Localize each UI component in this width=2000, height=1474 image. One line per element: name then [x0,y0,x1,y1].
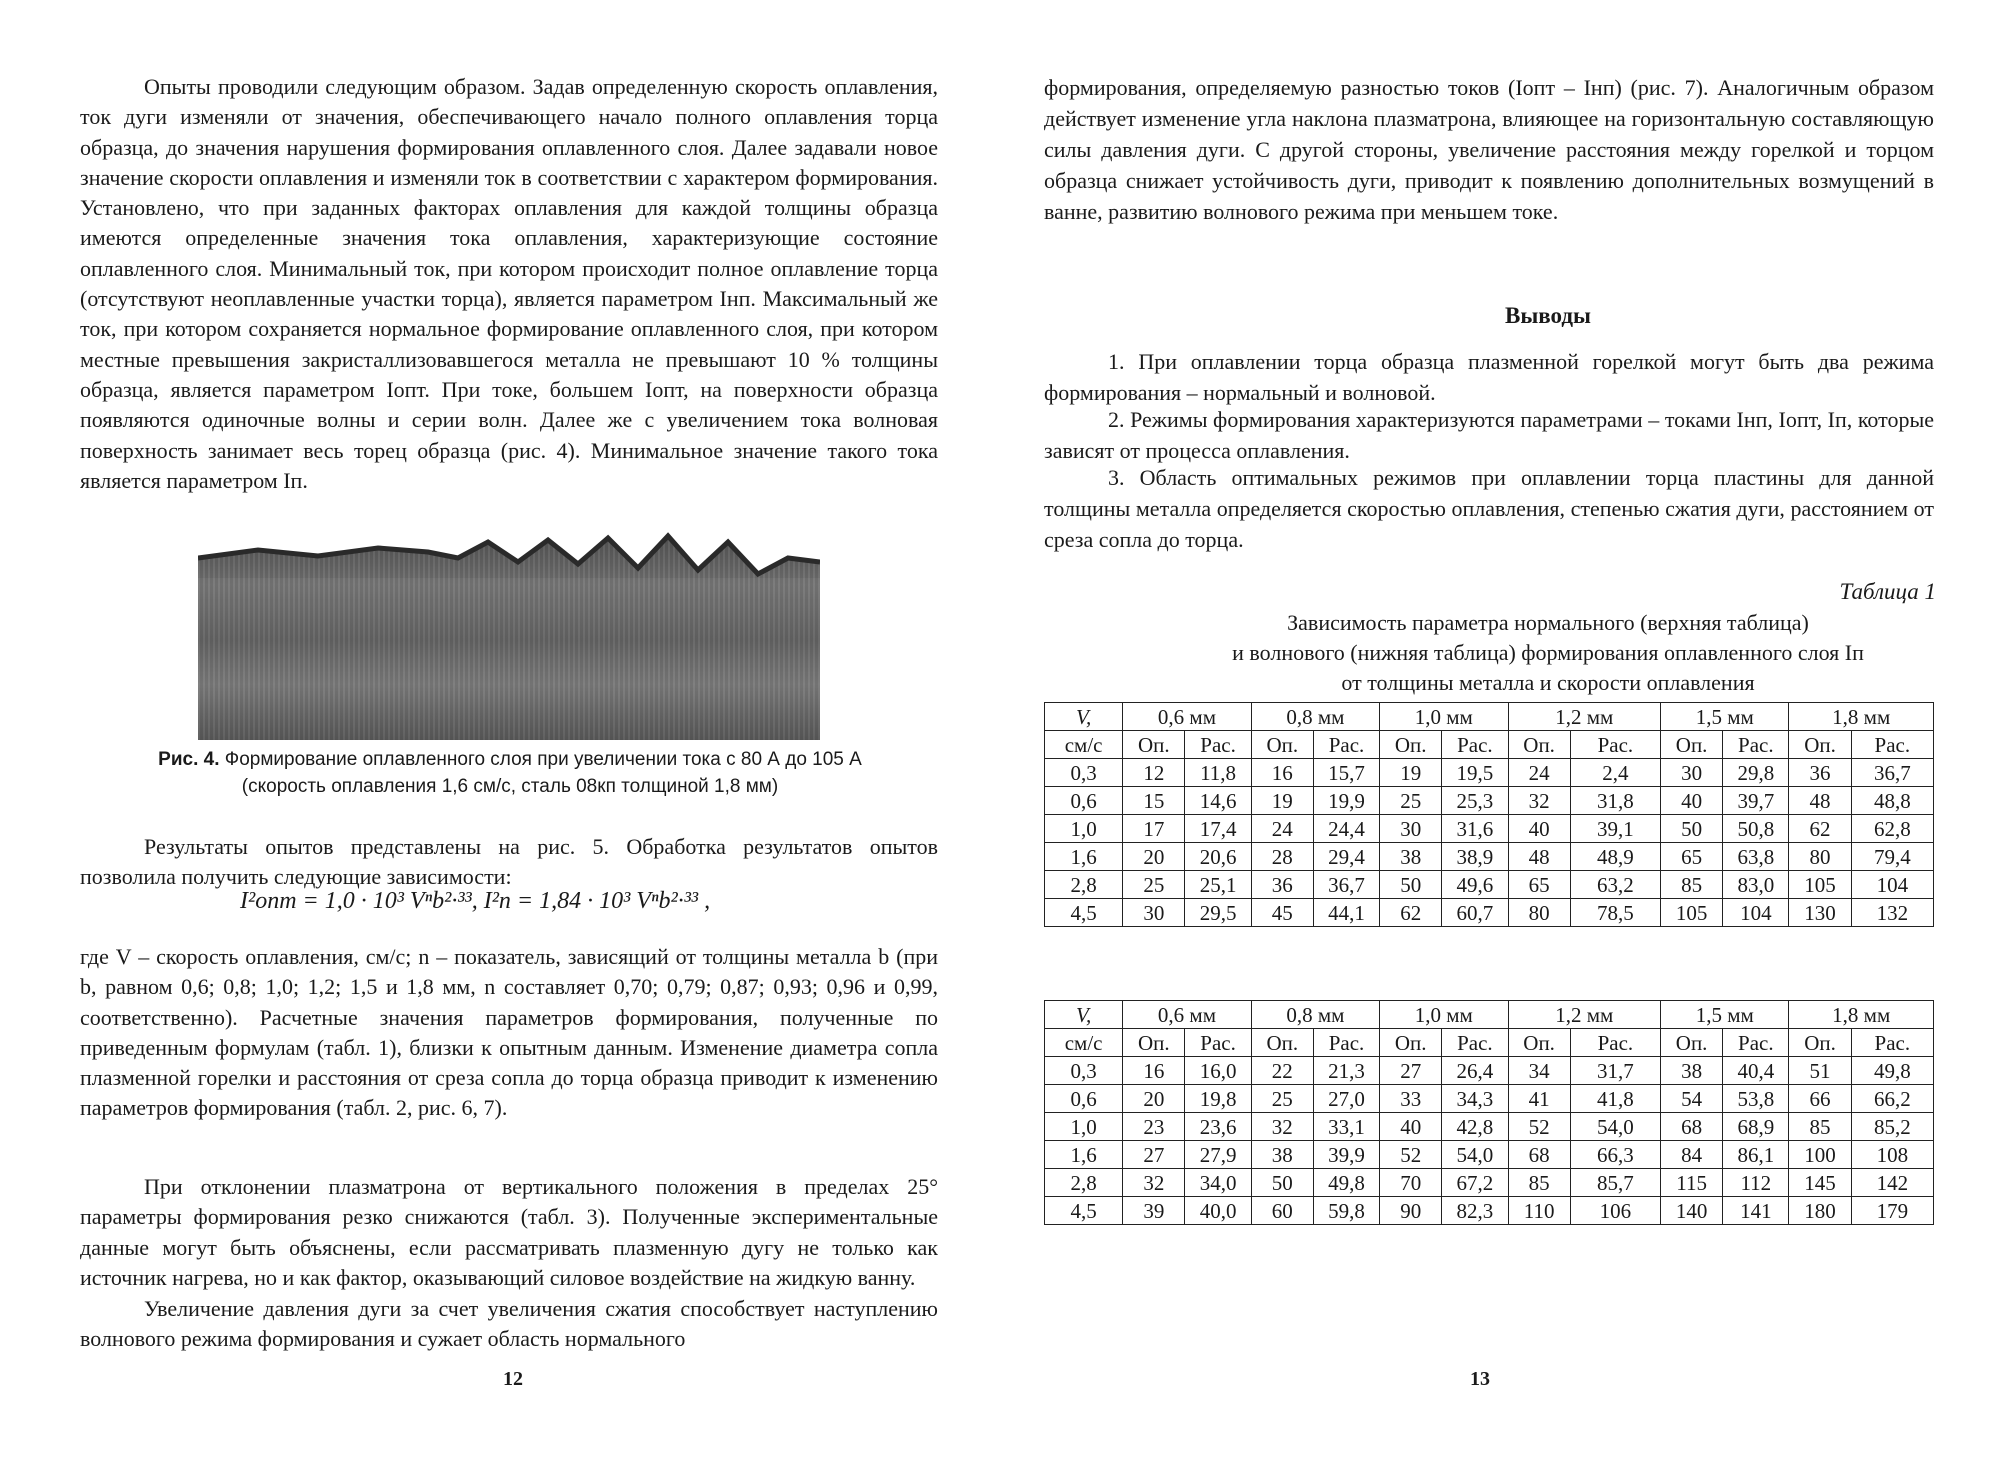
table-cell: 85 [1789,1113,1851,1141]
header-v: V, [1045,1001,1123,1029]
table-row [1045,787,1934,815]
table-cell: 51 [1789,1057,1851,1085]
table-cell: 62 [1380,899,1442,927]
table-cell: 105 [1661,899,1723,927]
table-cell: 29,5 [1185,899,1251,927]
table-cell: 28 [1251,843,1313,871]
table-cell: 36 [1251,871,1313,899]
table-title-line-2: и волнового (нижняя таблица) формирования оплавленного слоя Iп [1232,640,1864,665]
table-cell: 86,1 [1723,1141,1789,1169]
section-heading-conclusions: Выводы [1505,303,1591,328]
table-cell: 20 [1123,843,1185,871]
table-cell: 16 [1251,759,1313,787]
table-cell: 27 [1380,1057,1442,1085]
table-cell: 39,1 [1570,815,1660,843]
table-cell: 108 [1851,1141,1933,1169]
table-cell: 80 [1508,899,1570,927]
table-cell-speed: 4,5 [1045,899,1123,927]
table-cell: 180 [1789,1197,1851,1225]
table-cell: 31,7 [1570,1057,1660,1085]
table-cell: 24 [1251,815,1313,843]
table-cell: 59,8 [1313,1197,1379,1225]
table-cell-speed: 2,8 [1045,1169,1123,1197]
header-thickness: 0,6 мм [1123,1001,1251,1029]
table-row [1045,1057,1934,1085]
table-cell-speed: 0,6 [1045,787,1123,815]
table-cell: 85,2 [1851,1113,1933,1141]
header-ras: Рас. [1185,1029,1251,1057]
table-cell: 24 [1508,759,1570,787]
header-op: Оп. [1123,1029,1185,1057]
table-cell: 53,8 [1723,1085,1789,1113]
table-cell: 62 [1789,815,1851,843]
table-cell: 31,6 [1442,815,1508,843]
table-cell: 33,1 [1313,1113,1379,1141]
table-row [1045,1141,1934,1169]
right-page [1000,0,2000,1474]
figure-4-caption-text: Формирование оплавленного слоя при увеличении тока с 80 А до 105 А [224,749,862,770]
table-cell: 22 [1251,1057,1313,1085]
table-cell: 68 [1508,1141,1570,1169]
paragraph-definitions: где V – скорость оплавления, см/с; n – показатель, зависящий от толщины металла b (при b, равном 0,6; 0,8; 1,0; 1,2; 1,5 и 1,8 мм, n составляет 0,70; 0,79; 0,87; 0,93; 0,96 и 0,99, соответственно). Расчетные значения параметров формирования, полученные по приведенным формулам (табл. 1), близки к опытным данным. Изменение диаметра сопла плазменной горелки и расстояния от среза сопла до торца образца приводит к изменению параметров формирования (табл. 2, рис. 6, 7). [80,944,938,1121]
table-cell: 40,0 [1185,1197,1251,1225]
figure-4-caption-sub: (скорость оплавления 1,6 см/с, сталь 08кп толщиной 1,8 мм) [241,776,779,797]
table-cell: 15,7 [1313,759,1379,787]
table-cell: 32 [1508,787,1570,815]
table-cell: 48 [1789,787,1851,815]
table-cell-speed: 4,5 [1045,1197,1123,1225]
paragraph-results: Результаты опытов представлены на рис. 5. Обработка результатов опытов позволила получить следующие зависимости: [80,834,938,890]
table-cell: 39,9 [1313,1141,1379,1169]
table-cell: 38 [1380,843,1442,871]
header-thickness: 1,5 мм [1661,1001,1789,1029]
table-cell: 30 [1661,759,1723,787]
table-cell: 141 [1723,1197,1789,1225]
table-cell: 30 [1380,815,1442,843]
table-cell: 27 [1123,1141,1185,1169]
conclusion-item-3: 3. Область оптимальных режимов при оплавлении торца пластины для данной толщины металла определяется скоростью оплавления, степенью сжатия дуги, расстоянием от среза сопла до торца. [1044,465,1934,552]
table-cell: 60 [1251,1197,1313,1225]
table-cell: 23,6 [1185,1113,1251,1141]
table-cell: 24,4 [1313,815,1379,843]
table-title-line-1: Зависимость параметра нормального (верхняя таблица) [1287,610,1809,635]
table-cell: 142 [1851,1169,1933,1197]
header-ras: Рас. [1570,1029,1660,1057]
page-number-right: 13 [1470,1368,1490,1390]
header-thickness: 1,2 мм [1508,703,1661,731]
table-cell: 68 [1661,1113,1723,1141]
table-cell: 85,7 [1570,1169,1660,1197]
header-thickness: 1,2 мм [1508,1001,1661,1029]
header-v: V, [1045,703,1123,731]
header-ras: Рас. [1570,731,1660,759]
conclusion-item-1: 1. При оплавлении торца образца плазменной горелкой могут быть два режима формирования – нормальный и волновой. [1044,349,1934,405]
table-cell: 104 [1851,871,1933,899]
header-unit: см/с [1045,1029,1123,1057]
table-cell: 32 [1251,1113,1313,1141]
table-cell: 68,9 [1723,1113,1789,1141]
table-cell: 62,8 [1851,815,1933,843]
table-header-row [1045,1001,1934,1029]
table-body [1045,1057,1934,1225]
table-cell-speed: 2,8 [1045,871,1123,899]
table-cell: 50 [1380,871,1442,899]
table-cell: 78,5 [1570,899,1660,927]
table-cell: 32 [1123,1169,1185,1197]
header-op: Оп. [1508,731,1570,759]
table-cell: 70 [1380,1169,1442,1197]
table-cell: 11,8 [1185,759,1251,787]
table-cell: 52 [1508,1113,1570,1141]
table-cell: 41 [1508,1085,1570,1113]
table-cell: 16,0 [1185,1057,1251,1085]
header-ras: Рас. [1442,731,1508,759]
table-cell: 39,7 [1723,787,1789,815]
table-cell: 30 [1123,899,1185,927]
table-cell: 38,9 [1442,843,1508,871]
table-cell: 25 [1123,871,1185,899]
table-cell: 48,9 [1570,843,1660,871]
table-cell: 25,1 [1185,871,1251,899]
table-cell: 40 [1661,787,1723,815]
header-ras: Рас. [1851,1029,1933,1057]
table-label: Таблица 1 [1839,579,1936,604]
table-cell: 19 [1251,787,1313,815]
table-cell: 41,8 [1570,1085,1660,1113]
table-cell: 27,9 [1185,1141,1251,1169]
header-op: Оп. [1661,1029,1723,1057]
header-op: Оп. [1661,731,1723,759]
table-cell: 130 [1789,899,1851,927]
table-cell: 83,0 [1723,871,1789,899]
table-cell: 50 [1661,815,1723,843]
table-cell: 25 [1380,787,1442,815]
header-ras: Рас. [1723,1029,1789,1057]
table-row [1045,1113,1934,1141]
table-cell: 48 [1508,843,1570,871]
table-cell: 54,0 [1570,1113,1660,1141]
table-cell: 140 [1661,1197,1723,1225]
header-thickness: 0,8 мм [1251,1001,1379,1029]
header-op: Оп. [1508,1029,1570,1057]
table-cell: 60,7 [1442,899,1508,927]
table-cell: 66,3 [1570,1141,1660,1169]
table-cell: 12 [1123,759,1185,787]
header-op: Оп. [1789,1029,1851,1057]
table-cell: 40,4 [1723,1057,1789,1085]
table-cell: 48,8 [1851,787,1933,815]
table-cell-speed: 0,3 [1045,1057,1123,1085]
table-cell: 17,4 [1185,815,1251,843]
table-row [1045,1169,1934,1197]
header-thickness: 1,8 мм [1789,1001,1934,1029]
header-op: Оп. [1123,731,1185,759]
table-cell: 42,8 [1442,1113,1508,1141]
header-op: Оп. [1789,731,1851,759]
paragraph-continuation: формирования, определяемую разностью токов (Iопт – Iнп) (рис. 7). Аналогичным образом действует изменение угла наклона плазматрона, влияющее на горизонтальную составляющую силы давления дуги. С другой стороны, увеличение расстояния между горелкой и торцом образца снижает устойчивость дуги, приводит к появлению дополнительных возмущений в ванне, развитию волнового режима при меньшем токе. [1044,75,1934,224]
table-cell: 40 [1380,1113,1442,1141]
table-cell-speed: 0,6 [1045,1085,1123,1113]
table-cell: 63,2 [1570,871,1660,899]
paragraph-deviation: При отклонении плазматрона от вертикального положения в пределах 25° параметры формирования резко снижаются (табл. 3). Полученные экспериментальные данные могут быть объяснены, если рассматривать плазменную дугу не только как источник нагрева, но и как фактор, оказывающий силовое воздействие на жидкую ванну. [80,1174,938,1290]
table-cell: 66,2 [1851,1085,1933,1113]
table-cell: 50,8 [1723,815,1789,843]
table-cell: 20,6 [1185,843,1251,871]
table-cell: 82,3 [1442,1197,1508,1225]
wave-surface-image [198,518,820,740]
table-cell-speed: 0,3 [1045,759,1123,787]
header-op: Оп. [1380,731,1442,759]
figure-4-caption [150,746,870,800]
header-thickness: 1,8 мм [1789,703,1934,731]
table-row [1045,843,1934,871]
table-cell: 19 [1380,759,1442,787]
table-header-row [1045,703,1934,731]
table-cell: 112 [1723,1169,1789,1197]
table-cell: 26,4 [1442,1057,1508,1085]
header-thickness: 1,0 мм [1380,1001,1508,1029]
table-cell: 90 [1380,1197,1442,1225]
header-thickness: 0,8 мм [1251,703,1379,731]
page-number-left: 12 [503,1368,523,1390]
table-cell: 105 [1789,871,1851,899]
header-thickness: 1,0 мм [1380,703,1508,731]
table-cell: 49,6 [1442,871,1508,899]
header-thickness: 0,6 мм [1123,703,1251,731]
table-cell: 20 [1123,1085,1185,1113]
table-title [1108,608,1988,698]
table-cell: 19,5 [1442,759,1508,787]
table-row [1045,871,1934,899]
table-cell: 100 [1789,1141,1851,1169]
table-cell: 17 [1123,815,1185,843]
table-wave-formation [1044,1000,1934,1225]
header-op: Оп. [1251,731,1313,759]
table-cell: 65 [1508,871,1570,899]
table-row [1045,815,1934,843]
table-cell: 33 [1380,1085,1442,1113]
conclusion-item-2: 2. Режимы формирования характеризуются параметрами – токами Iнп, Iопт, Iп, которые зависят от процесса оплавления. [1044,407,1934,463]
table-cell: 50 [1251,1169,1313,1197]
table-cell: 110 [1508,1197,1570,1225]
table-cell: 52 [1380,1141,1442,1169]
table-cell: 54 [1661,1085,1723,1113]
table-cell: 2,4 [1570,759,1660,787]
table-title-line-3: от толщины металла и скорости оплавления [1341,670,1755,695]
table-cell: 29,8 [1723,759,1789,787]
table-normal-formation [1044,702,1934,927]
table-cell: 36,7 [1313,871,1379,899]
table-cell: 19,8 [1185,1085,1251,1113]
table-cell: 179 [1851,1197,1933,1225]
header-op: Оп. [1251,1029,1313,1057]
table-cell: 84 [1661,1141,1723,1169]
table-cell-speed: 1,0 [1045,815,1123,843]
table-cell: 14,6 [1185,787,1251,815]
table-subheader-row [1045,731,1934,759]
table-cell: 31,8 [1570,787,1660,815]
table-cell: 34,3 [1442,1085,1508,1113]
table-cell-speed: 1,0 [1045,1113,1123,1141]
table-cell: 39 [1123,1197,1185,1225]
table-body [1045,759,1934,927]
header-ras: Рас. [1723,731,1789,759]
table-cell: 54,0 [1442,1141,1508,1169]
table-row [1045,759,1934,787]
header-unit: см/с [1045,731,1123,759]
table-cell: 49,8 [1851,1057,1933,1085]
table-cell: 80 [1789,843,1851,871]
table-cell: 38 [1251,1141,1313,1169]
table-cell: 25,3 [1442,787,1508,815]
table-row [1045,899,1934,927]
table-cell: 79,4 [1851,843,1933,871]
header-ras: Рас. [1442,1029,1508,1057]
table-cell: 145 [1789,1169,1851,1197]
table-cell: 16 [1123,1057,1185,1085]
table-cell: 34,0 [1185,1169,1251,1197]
table-cell: 29,4 [1313,843,1379,871]
paragraph-pressure: Увеличение давления дуги за счет увеличения сжатия способствует наступлению волнового режима формирования и сужает область нормального [80,1296,938,1352]
header-ras: Рас. [1313,1029,1379,1057]
table-cell: 63,8 [1723,843,1789,871]
table-cell: 65 [1661,843,1723,871]
table-cell-speed: 1,6 [1045,843,1123,871]
table-cell: 40 [1508,815,1570,843]
table-cell: 19,9 [1313,787,1379,815]
table-cell: 104 [1723,899,1789,927]
table-cell: 36,7 [1851,759,1933,787]
formula: I²опт = 1,0 · 10³ Vⁿb²·³³, I²п = 1,84 · 10³ Vⁿb²·³³ , [240,888,711,914]
table-cell: 23 [1123,1113,1185,1141]
figure-4-caption-label: Рис. 4. [158,749,220,770]
table-cell: 85 [1661,871,1723,899]
table-cell: 38 [1661,1057,1723,1085]
table-cell: 15 [1123,787,1185,815]
table-cell: 106 [1570,1197,1660,1225]
table-row [1045,1085,1934,1113]
table-cell: 66 [1789,1085,1851,1113]
figure-4-photo [198,518,820,740]
table-cell: 25 [1251,1085,1313,1113]
header-ras: Рас. [1851,731,1933,759]
paragraph-experiments: Опыты проводили следующим образом. Задав определенную скорость оплавления, ток дуги изменяли от значения, обеспечивающего начало полного оплавления торца образца, до значения нарушения формирования оплавленного слоя. Далее задавали новое значение скорости оплавления и изменяли ток в соответствии с характером формирования. Установлено, что при заданных факторах оплавления для каждой толщины образца имеются определенные значения тока оплавления, характеризующие состояние оплавленного слоя. Минимальный ток, при котором происходит полное оплавление торца (отсутствуют неоплавленные участки торца), является параметром Iнп. Максимальный же ток, при котором сохраняется нормальное формирование оплавленного слоя, при котором местные превышения закристаллизовавшегося металла не превышают 10 % толщины образца, является параметром Iопт. При токе, большем Iопт, на поверхности образца появляются одиночные волны и серии волн. Далее же с увеличением тока волновая поверхность занимает весь торец образца (рис. 4). Минимальное значение такого тока является параметром Iп. [80,74,938,493]
table-cell: 67,2 [1442,1169,1508,1197]
table-cell: 49,8 [1313,1169,1379,1197]
table-cell: 85 [1508,1169,1570,1197]
header-thickness: 1,5 мм [1661,703,1789,731]
header-ras: Рас. [1313,731,1379,759]
table-cell: 44,1 [1313,899,1379,927]
table-cell: 115 [1661,1169,1723,1197]
header-op: Оп. [1380,1029,1442,1057]
table-cell: 132 [1851,899,1933,927]
table-subheader-row [1045,1029,1934,1057]
table-cell: 45 [1251,899,1313,927]
table-cell: 27,0 [1313,1085,1379,1113]
table-cell: 34 [1508,1057,1570,1085]
header-ras: Рас. [1185,731,1251,759]
table-row [1045,1197,1934,1225]
table-cell: 36 [1789,759,1851,787]
table-cell-speed: 1,6 [1045,1141,1123,1169]
table-cell: 21,3 [1313,1057,1379,1085]
